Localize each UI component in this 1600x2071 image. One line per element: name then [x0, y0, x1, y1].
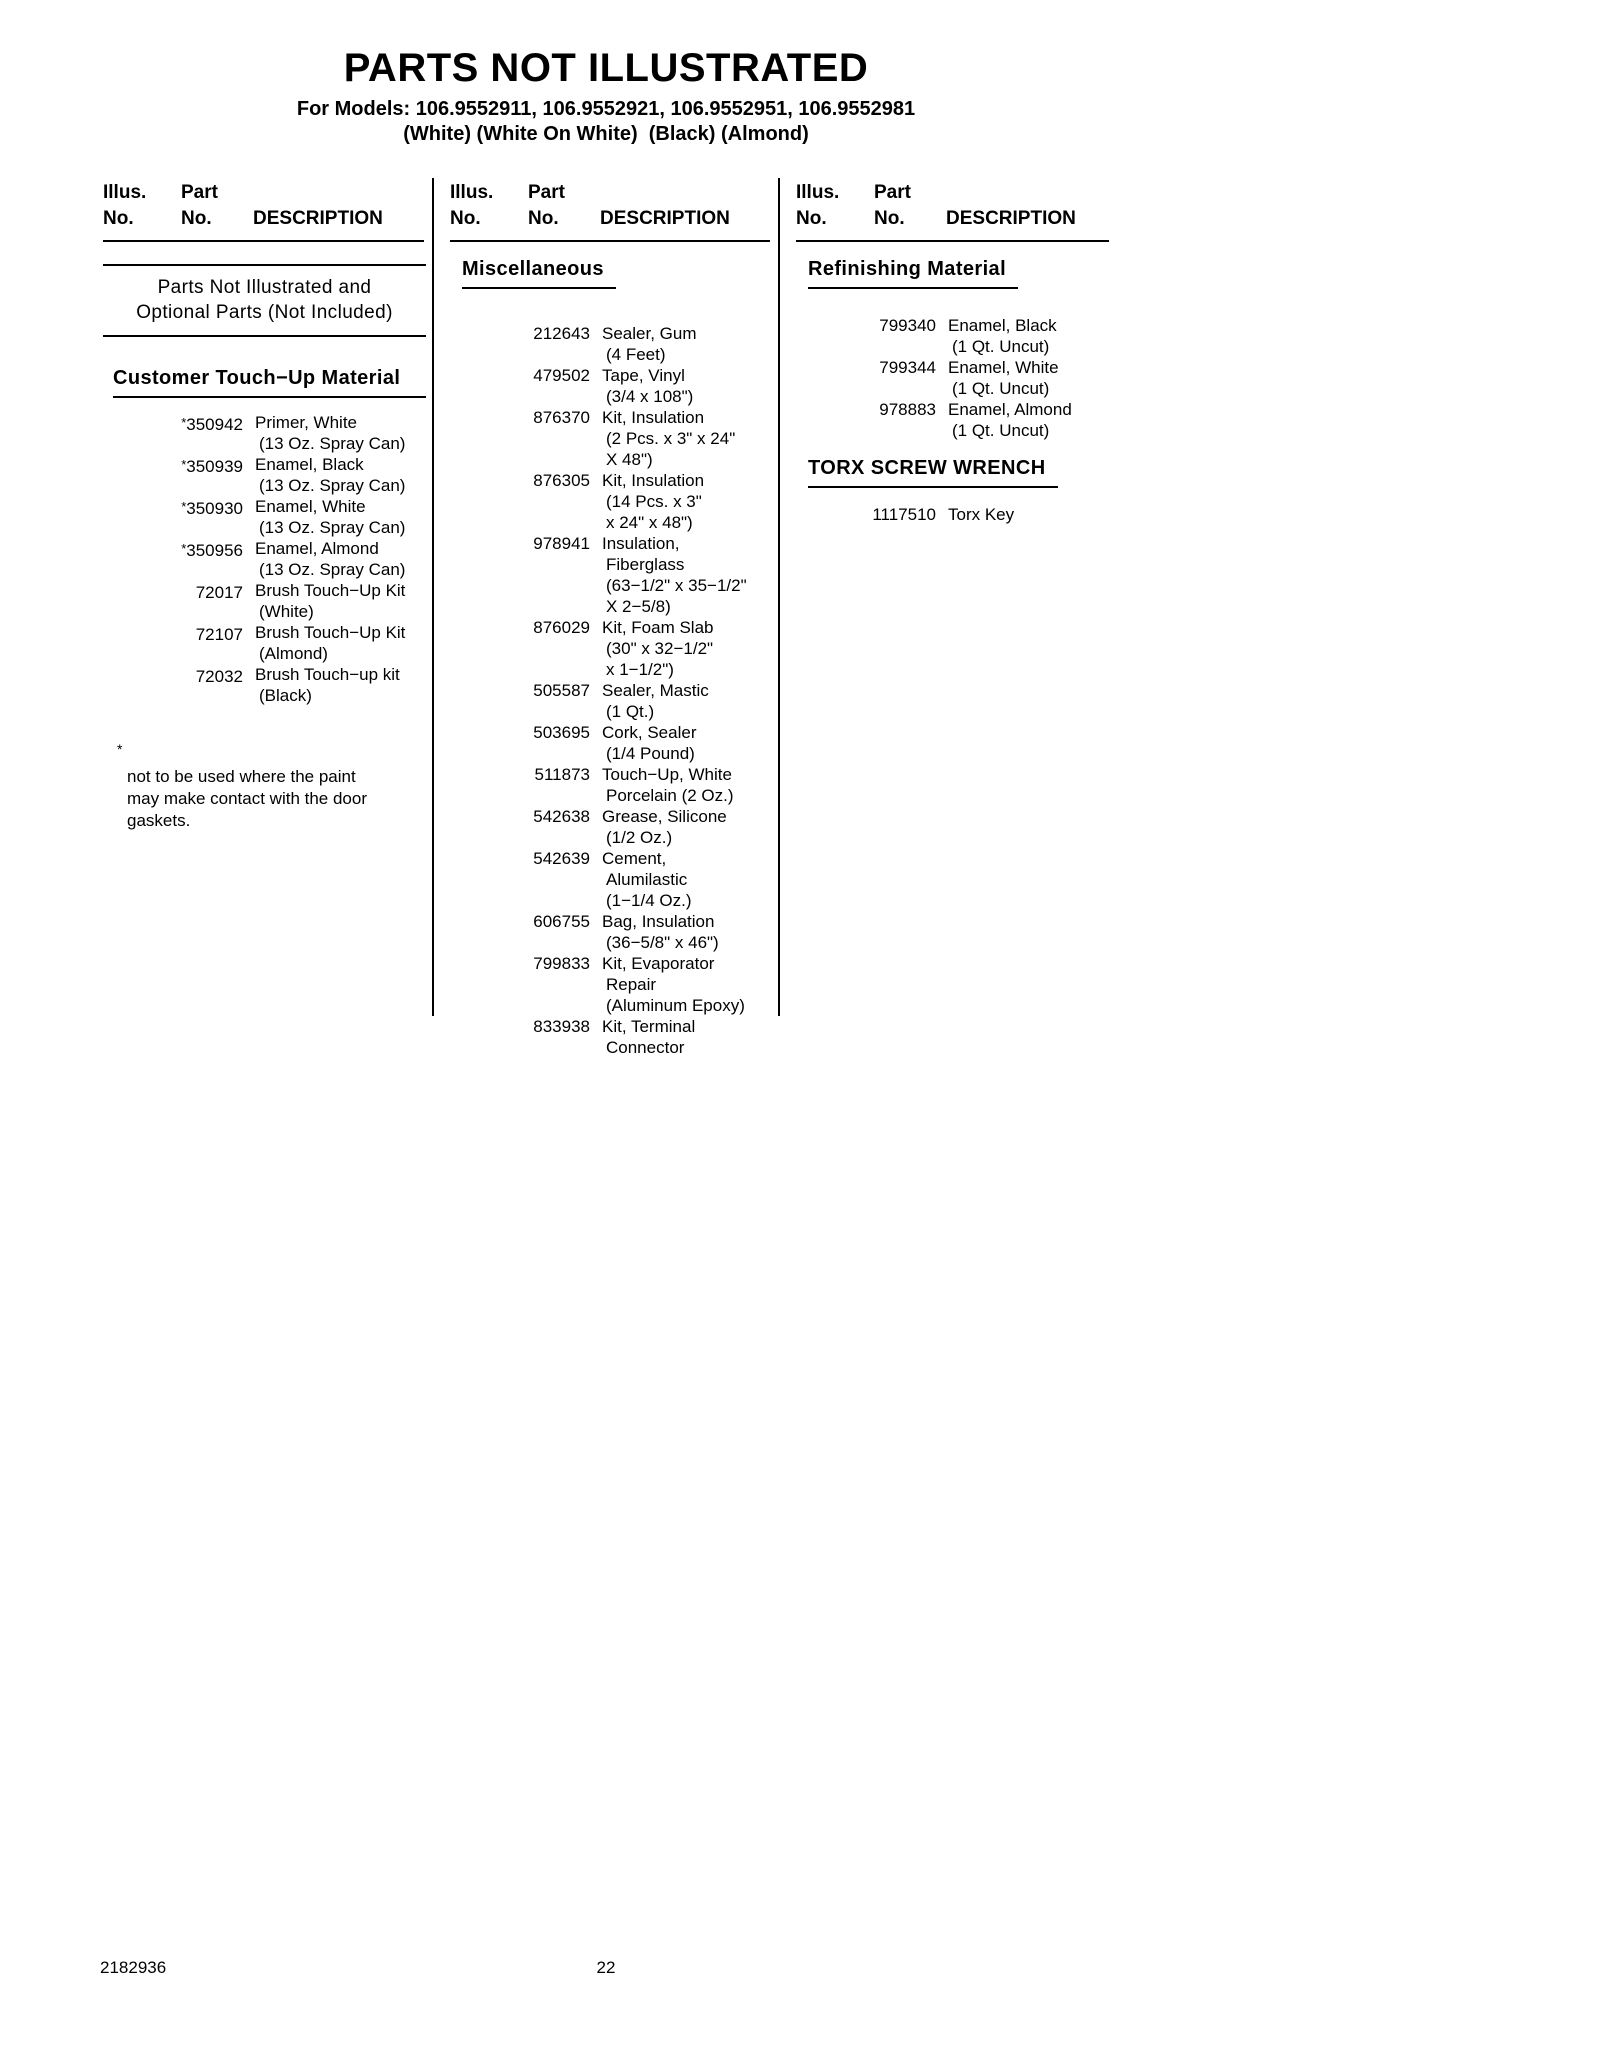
- part-number-text: 350939: [186, 457, 243, 476]
- part-number: [103, 622, 243, 664]
- part-row: [450, 365, 778, 407]
- description-label: DESCRIPTION: [253, 208, 383, 229]
- column-header: [103, 180, 424, 242]
- part-label: Part: [181, 182, 218, 203]
- part-number: [103, 412, 243, 454]
- document-footer: [95, 1958, 1117, 1978]
- part-description: Grease, Silicone (1/2 Oz.): [602, 807, 727, 847]
- part-number: [450, 806, 590, 848]
- part-number-text: 978941: [533, 534, 590, 553]
- part-row: [450, 764, 778, 806]
- part-row: [103, 622, 432, 664]
- part-number: [450, 680, 590, 722]
- part-row: [450, 1016, 778, 1058]
- part-row: [103, 412, 432, 454]
- part-row: [450, 617, 778, 680]
- part-number: [796, 357, 936, 399]
- part-number-text: 799833: [533, 954, 590, 973]
- header-spacer: [946, 180, 1109, 206]
- part-number: [796, 315, 936, 357]
- part-row: [450, 323, 778, 365]
- part-description: Kit, Insulation (14 Pcs. x 3" x 24" x 48"): [602, 471, 705, 532]
- column-header: [450, 180, 770, 242]
- part-label: Part: [528, 182, 565, 203]
- part-number: [450, 722, 590, 764]
- no-label: No.: [181, 208, 212, 229]
- part-number: [450, 407, 590, 470]
- part-description: Cork, Sealer (1/4 Pound): [602, 723, 697, 763]
- part-description: Kit, Foam Slab (30" x 32−1/2" x 1−1/2"): [602, 618, 714, 679]
- part-description: Enamel, Almond (1 Qt. Uncut): [948, 400, 1072, 440]
- part-description: Brush Touch−Up Kit (Almond): [255, 623, 406, 663]
- part-number-text: 505587: [533, 681, 590, 700]
- header-spacer: [253, 180, 424, 206]
- part-row: [796, 315, 1117, 357]
- section-heading-miscellaneous: Miscellaneous: [462, 258, 616, 289]
- header-spacer: [600, 180, 770, 206]
- part-number: [450, 911, 590, 953]
- part-number-text: 503695: [533, 723, 590, 742]
- part-number-text: 606755: [533, 912, 590, 931]
- part-description: Cement, Alumilastic (1−1/4 Oz.): [602, 849, 692, 910]
- column-header: [796, 180, 1109, 242]
- part-description: Touch−Up, White Porcelain (2 Oz.): [602, 765, 734, 805]
- part-number-text: 799344: [879, 358, 936, 377]
- part-description: Enamel, Black (13 Oz. Spray Can): [255, 455, 406, 495]
- part-number-text: 876370: [533, 408, 590, 427]
- part-row: [796, 357, 1117, 399]
- part-row: [796, 399, 1117, 441]
- part-description: Kit, Insulation (2 Pcs. x 3" x 24" X 48"): [602, 408, 736, 469]
- illus-label: Illus.: [450, 182, 494, 203]
- no-label: No.: [796, 208, 827, 229]
- no-label: No.: [450, 208, 481, 229]
- part-number: [450, 470, 590, 533]
- part-number: [450, 953, 590, 1016]
- parts-list-customer-touchup: [103, 412, 432, 706]
- footnote-asterisk: *: [181, 415, 187, 430]
- part-number-text: 876305: [533, 471, 590, 490]
- parts-list-torx: [796, 504, 1117, 525]
- part-row: [450, 470, 778, 533]
- part-row: [450, 722, 778, 764]
- footer-doc-number: 2182936: [100, 1958, 167, 1977]
- part-number-text: 479502: [533, 366, 590, 385]
- footnote: [103, 738, 432, 832]
- part-description: Enamel, White (1 Qt. Uncut): [948, 358, 1059, 398]
- part-row: [450, 680, 778, 722]
- part-description: Brush Touch−Up Kit (White): [255, 581, 406, 621]
- part-row: [103, 496, 432, 538]
- footnote-marker: *: [117, 741, 123, 757]
- illus-label: Illus.: [103, 182, 147, 203]
- part-number: [103, 664, 243, 706]
- section-heading-torx: TORX SCREW WRENCH: [808, 457, 1058, 488]
- part-number-text: 542638: [533, 807, 590, 826]
- part-number: [450, 848, 590, 911]
- column-customer-touchup: [95, 178, 432, 832]
- models-line: For Models: 106.9552911, 106.9552921, 106.9552951, 106.9552981: [296, 98, 916, 120]
- part-row: [450, 848, 778, 911]
- footnote-asterisk: *: [181, 499, 187, 514]
- footnote-asterisk: *: [181, 541, 187, 556]
- footnote-text: not to be used where the paint may make contact with the door gaskets.: [127, 767, 368, 830]
- part-description: Torx Key: [948, 505, 1015, 524]
- part-number: [450, 764, 590, 806]
- part-number: [450, 533, 590, 617]
- parts-columns: [95, 178, 1117, 1058]
- part-description: Sealer, Mastic (1 Qt.): [602, 681, 709, 721]
- description-label: DESCRIPTION: [946, 208, 1076, 229]
- column-miscellaneous: [434, 178, 778, 1058]
- parts-list-miscellaneous: [450, 323, 778, 1058]
- no-label: No.: [874, 208, 905, 229]
- section-heading-customer-touchup: Customer Touch−Up Material: [113, 367, 426, 398]
- finishes-line: (White) (White On White) (Black) (Almond): [403, 123, 809, 145]
- part-row: [103, 580, 432, 622]
- section-heading-refinishing: Refinishing Material: [808, 258, 1018, 289]
- part-description: Kit, Terminal Connector: [602, 1017, 696, 1057]
- part-number-text: 511873: [534, 765, 590, 784]
- part-description: Enamel, Black (1 Qt. Uncut): [948, 316, 1057, 356]
- part-number-text: 350942: [186, 415, 243, 434]
- part-row: [796, 504, 1117, 525]
- part-number: [103, 538, 243, 580]
- part-number: [796, 399, 936, 441]
- part-number: [450, 323, 590, 365]
- part-row: [450, 806, 778, 848]
- part-row: [450, 953, 778, 1016]
- part-number: [103, 496, 243, 538]
- part-description: Kit, Evaporator Repair (Aluminum Epoxy): [602, 954, 745, 1015]
- part-number-text: 876029: [533, 618, 590, 637]
- description-label: DESCRIPTION: [600, 208, 730, 229]
- parts-list-refinishing: [796, 315, 1117, 441]
- part-description: Insulation, Fiberglass (63−1/2" x 35−1/2" X 2−5/8): [602, 534, 747, 616]
- part-number-text: 72032: [195, 667, 243, 686]
- part-description: Bag, Insulation (36−5/8" x 46"): [602, 912, 719, 952]
- part-description: Enamel, Almond (13 Oz. Spray Can): [255, 539, 406, 579]
- page-title: PARTS NOT ILLUSTRATED: [343, 46, 869, 90]
- part-description: Primer, White (13 Oz. Spray Can): [255, 413, 406, 453]
- part-number: [450, 617, 590, 680]
- part-row: [450, 533, 778, 617]
- part-number-text: 350930: [186, 499, 243, 518]
- part-number: [450, 365, 590, 407]
- part-number: [796, 504, 936, 525]
- part-number-text: 72107: [195, 625, 243, 644]
- part-row: [450, 911, 778, 953]
- no-label: No.: [528, 208, 559, 229]
- part-number: [103, 454, 243, 496]
- document-header: [0, 46, 1212, 146]
- part-number-text: 72017: [195, 583, 243, 602]
- part-row: [103, 454, 432, 496]
- part-row: [450, 407, 778, 470]
- column-refinishing: [780, 178, 1117, 525]
- part-number-text: 978883: [879, 400, 936, 419]
- no-label: No.: [103, 208, 134, 229]
- part-number-text: 799340: [879, 316, 936, 335]
- footer-page-number: 22: [596, 1958, 616, 1977]
- part-number-text: 212643: [533, 324, 590, 343]
- part-number-text: 1117510: [872, 505, 936, 524]
- illus-label: Illus.: [796, 182, 840, 203]
- part-number-text: 350956: [186, 541, 243, 560]
- part-number-text: 542639: [533, 849, 590, 868]
- part-description: Tape, Vinyl (3/4 x 108"): [602, 366, 694, 406]
- part-row: [103, 664, 432, 706]
- part-number-text: 833938: [533, 1017, 590, 1036]
- part-description: Enamel, White (13 Oz. Spray Can): [255, 497, 406, 537]
- part-number: [450, 1016, 590, 1058]
- part-row: [103, 538, 432, 580]
- part-description: Sealer, Gum (4 Feet): [602, 324, 697, 364]
- footnote-asterisk: *: [181, 457, 187, 472]
- part-label: Part: [874, 182, 911, 203]
- part-number: [103, 580, 243, 622]
- intro-note: Parts Not Illustrated and Optional Parts (Not Included): [103, 264, 426, 337]
- part-description: Brush Touch−up kit (Black): [255, 665, 400, 705]
